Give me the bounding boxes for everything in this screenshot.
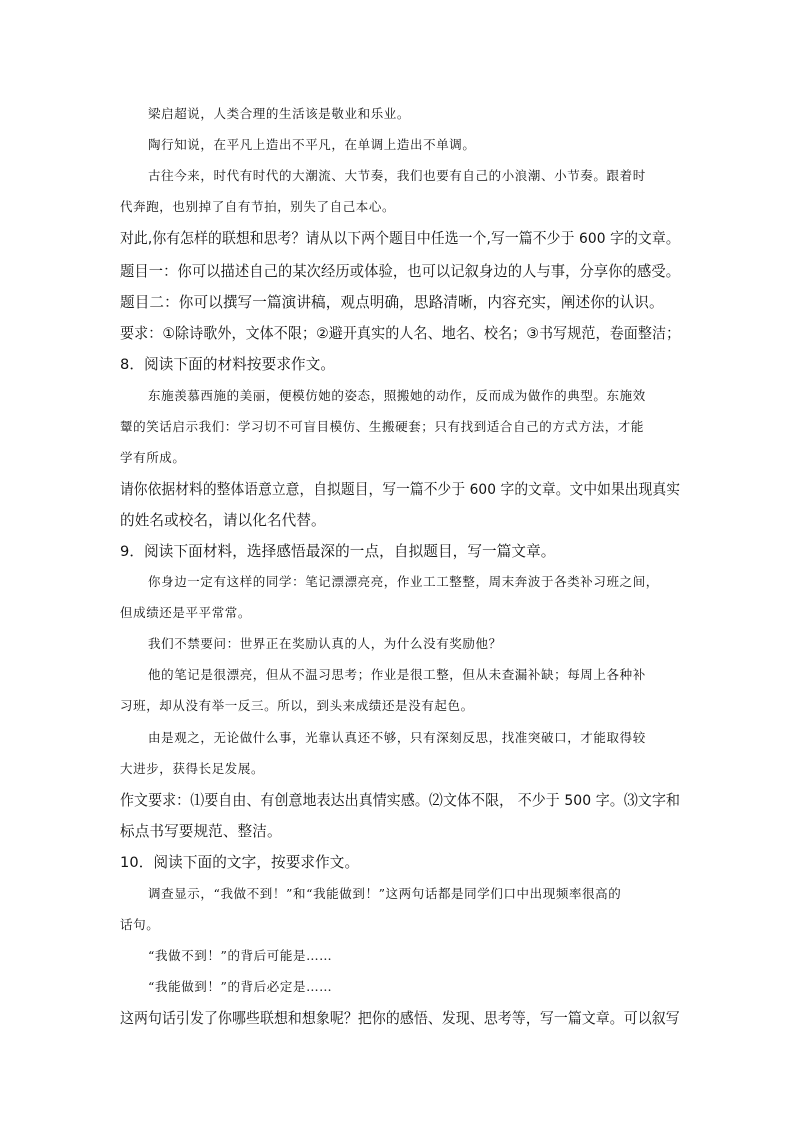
quote-tao-xingzhi: 陶行知说，在平凡上造出不平凡，在单调上造出不单调。 bbox=[148, 137, 476, 152]
question-8-instruction-line1: 请你依据材料的整体语意立意，自拟题目，写一篇不少于 600 字的文章。文中如果出现真实 bbox=[120, 481, 681, 498]
dongshi-passage-line1: 东施羡慕西施的美丽，便模仿她的姿态，照搬她的动作，反而成为做作的典型。东施效 bbox=[148, 388, 646, 403]
cannot-do-line: “我做不到！”的背后可能是…… bbox=[148, 948, 333, 963]
survey-passage-line1: 调查显示，“我做不到！”和“我能做到！”这两句话都是同学们口中出现频率很高的 bbox=[148, 886, 622, 901]
topic-one: 题目一：你可以描述自己的某次经历或体验，也可以记叙身边的人与事，分享你的感受。 bbox=[120, 263, 681, 280]
notes-passage-line2: 习班，却从没有举一反三。所以，到头来成绩还是没有起色。 bbox=[120, 698, 474, 713]
reflection-passage-line2: 大进步，获得长足发展。 bbox=[120, 761, 265, 776]
quote-liang-qichao: 梁启超说，人类合理的生活该是敬业和乐业。 bbox=[148, 106, 411, 121]
classmate-passage-line1: 你身边一定有这样的同学：笔记漂漂亮亮，作业工工整整，周末奔波于各类补习班之间， bbox=[148, 574, 659, 589]
question-9-requirements-line1: 作文要求：⑴要自由、有创意地表达出真情实感。⑵文体不限， 不少于 500 字。⑶文字和 bbox=[120, 792, 681, 809]
survey-passage-line2: 话句。 bbox=[120, 917, 160, 932]
classmate-question: 我们不禁要问：世界正在奖励认真的人，为什么没有奖励他？ bbox=[148, 636, 502, 651]
question-10-heading: 10．阅读下面的文字，按要求作文。 bbox=[120, 854, 360, 871]
quote-times-line1: 古往今来，时代有时代的大潮流、大节奏，我们也要有自己的小浪潮、小节奏。跟着时 bbox=[148, 168, 646, 183]
notes-passage-line1: 他的笔记是很漂亮，但从不温习思考；作业是很工整，但从未查漏补缺；每周上各种补 bbox=[148, 667, 646, 682]
question-10-instruction-line1: 这两句话引发了你哪些联想和想象呢？把你的感悟、发现、思考等，写一篇文章。可以叙写 bbox=[120, 1010, 680, 1027]
prompt-question: 对此,你有怎样的联想和思考？请从以下两个题目中任选一个,写一篇不少于 600 字的文章。 bbox=[120, 230, 680, 247]
reflection-passage-line1: 由是观之，无论做什么事，光靠认真还不够，只有深刻反思，找准突破口，才能取得较 bbox=[148, 730, 646, 745]
quote-times-line2: 代奔跑，也别掉了自有节拍，别失了自己本心。 bbox=[120, 199, 396, 214]
classmate-passage-line2: 但成绩还是平平常常。 bbox=[120, 605, 252, 620]
topic-two: 题目二：你可以撰写一篇演讲稿，观点明确，思路清晰，内容充实，阐述你的认识。 bbox=[120, 294, 664, 311]
question-8-instruction-line2: 的姓名或校名，请以化名代替。 bbox=[120, 512, 326, 529]
dongshi-passage-line3: 学有所成。 bbox=[120, 450, 186, 465]
question-9-heading: 9．阅读下面材料，选择感悟最深的一点，自拟题目，写一篇文章。 bbox=[120, 543, 556, 560]
requirements-line: 要求：①除诗歌外，文体不限；②避开真实的人名、地名、校名；③书写规范，卷面整洁； bbox=[120, 325, 681, 342]
can-do-line: “我能做到！”的背后必定是…… bbox=[148, 979, 333, 994]
question-9-requirements-line2: 标点书写要规范、整洁。 bbox=[120, 823, 282, 840]
dongshi-passage-line2: 颦的笑话启示我们：学习切不可盲目模仿、生搬硬套；只有找到适合自己的方式方法，才能 bbox=[120, 419, 645, 434]
question-8-heading: 8．阅读下面的材料按要求作文。 bbox=[120, 356, 336, 373]
